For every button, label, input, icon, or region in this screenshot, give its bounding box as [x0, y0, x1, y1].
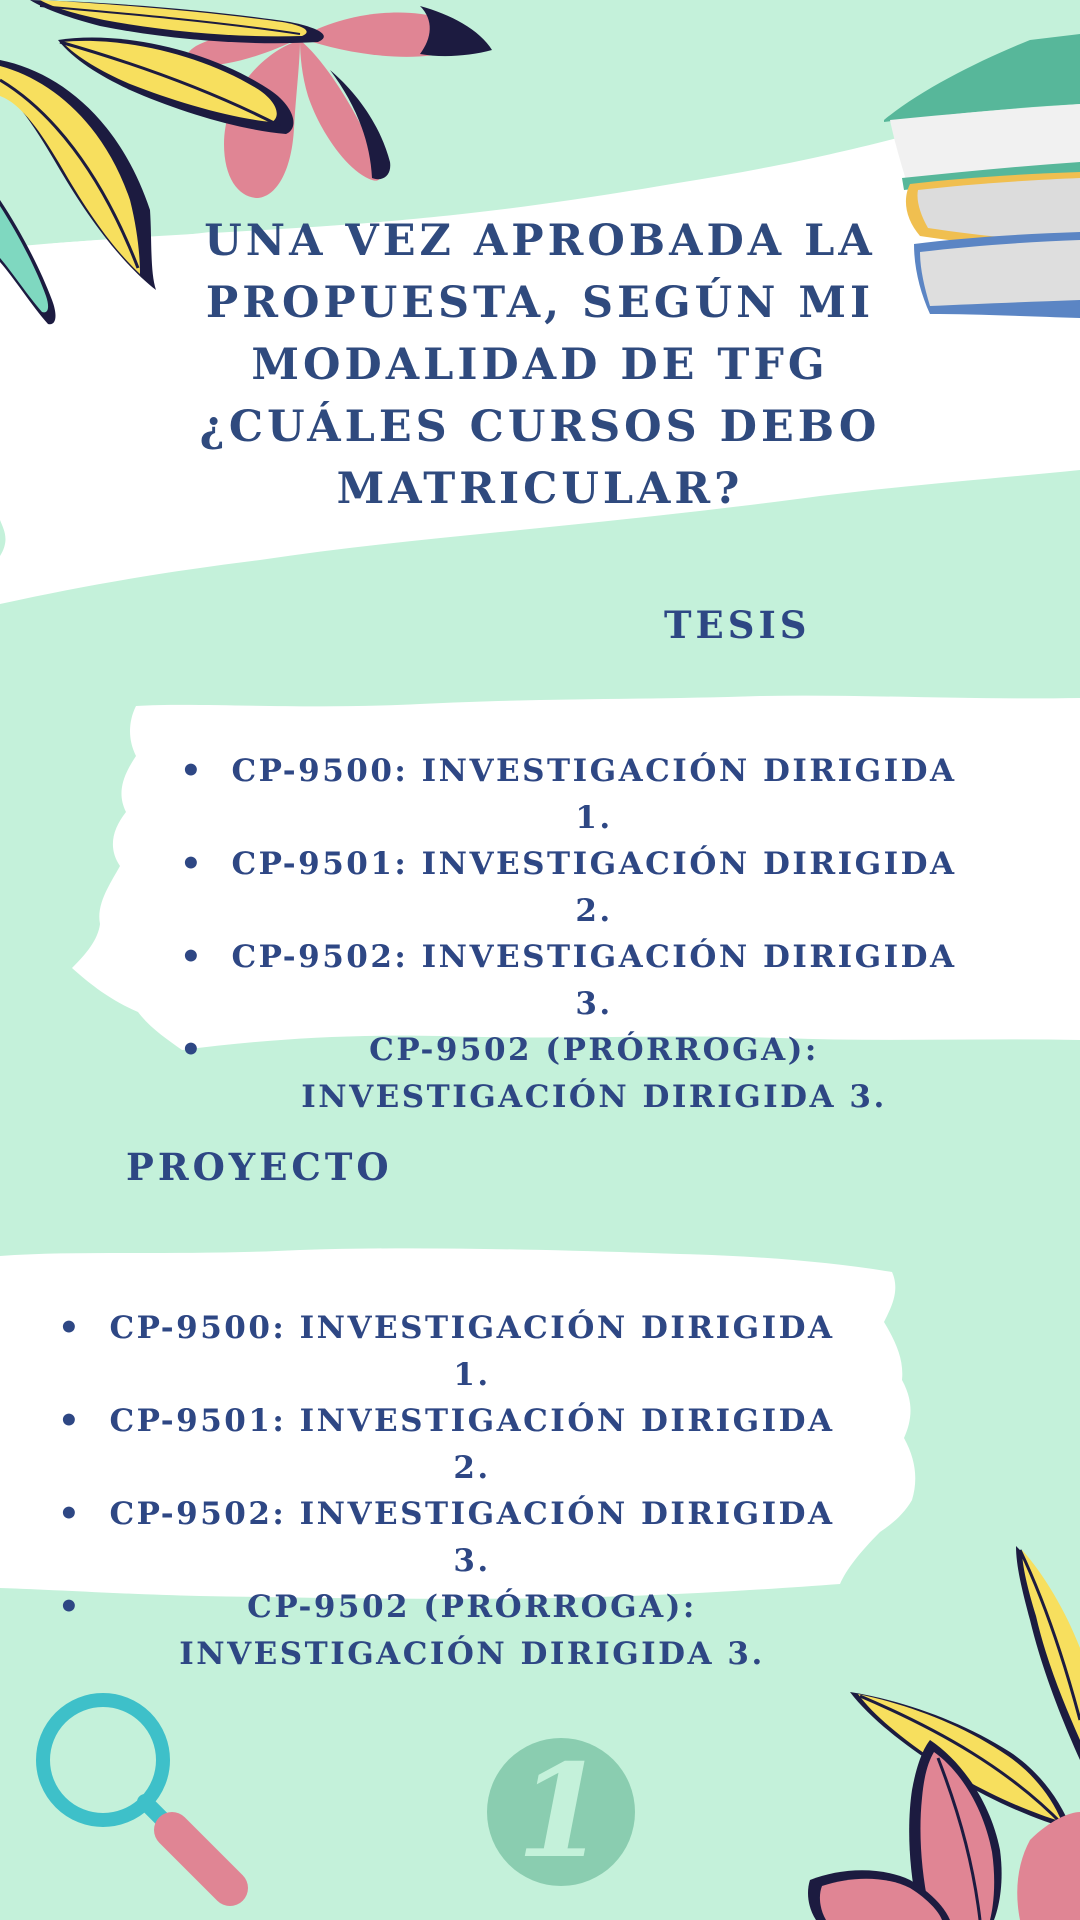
course-item [180, 934, 980, 1027]
tesis-course-list [180, 748, 980, 1120]
page-number-badge: 1 [487, 1738, 635, 1886]
course-label: CP-9502 (PRÓRROGA): INVESTIGACIÓN DIRIGIDA 3. [301, 1032, 887, 1115]
proyecto-heading: PROYECTO [126, 1145, 393, 1189]
course-item [58, 1584, 858, 1677]
course-item [180, 1027, 980, 1120]
page-title: UNA VEZ APROBADA LA PROPUESTA, SEGÚN MI MODALIDAD DE TFG ¿CUÁLES CURSOS DEBO MATRICULAR? [199, 216, 881, 514]
course-item [180, 748, 980, 841]
course-label: CP-9501: INVESTIGACIÓN DIRIGIDA 2. [109, 1403, 835, 1486]
course-item [58, 1305, 858, 1398]
tesis-heading: TESIS [664, 603, 811, 647]
course-label: CP-9500: INVESTIGACIÓN DIRIGIDA 1. [231, 753, 957, 836]
course-item [180, 841, 980, 934]
course-item [58, 1398, 858, 1491]
course-label: CP-9502: INVESTIGACIÓN DIRIGIDA 3. [231, 939, 957, 1022]
course-item [58, 1491, 858, 1584]
course-label: CP-9500: INVESTIGACIÓN DIRIGIDA 1. [109, 1310, 835, 1393]
course-label: CP-9501: INVESTIGACIÓN DIRIGIDA 2. [231, 846, 957, 929]
course-label: CP-9502: INVESTIGACIÓN DIRIGIDA 3. [109, 1496, 835, 1579]
proyecto-course-list [58, 1305, 858, 1677]
course-label: CP-9502 (PRÓRROGA): INVESTIGACIÓN DIRIGIDA 3. [179, 1589, 765, 1672]
magnifier-handle [172, 1830, 230, 1888]
